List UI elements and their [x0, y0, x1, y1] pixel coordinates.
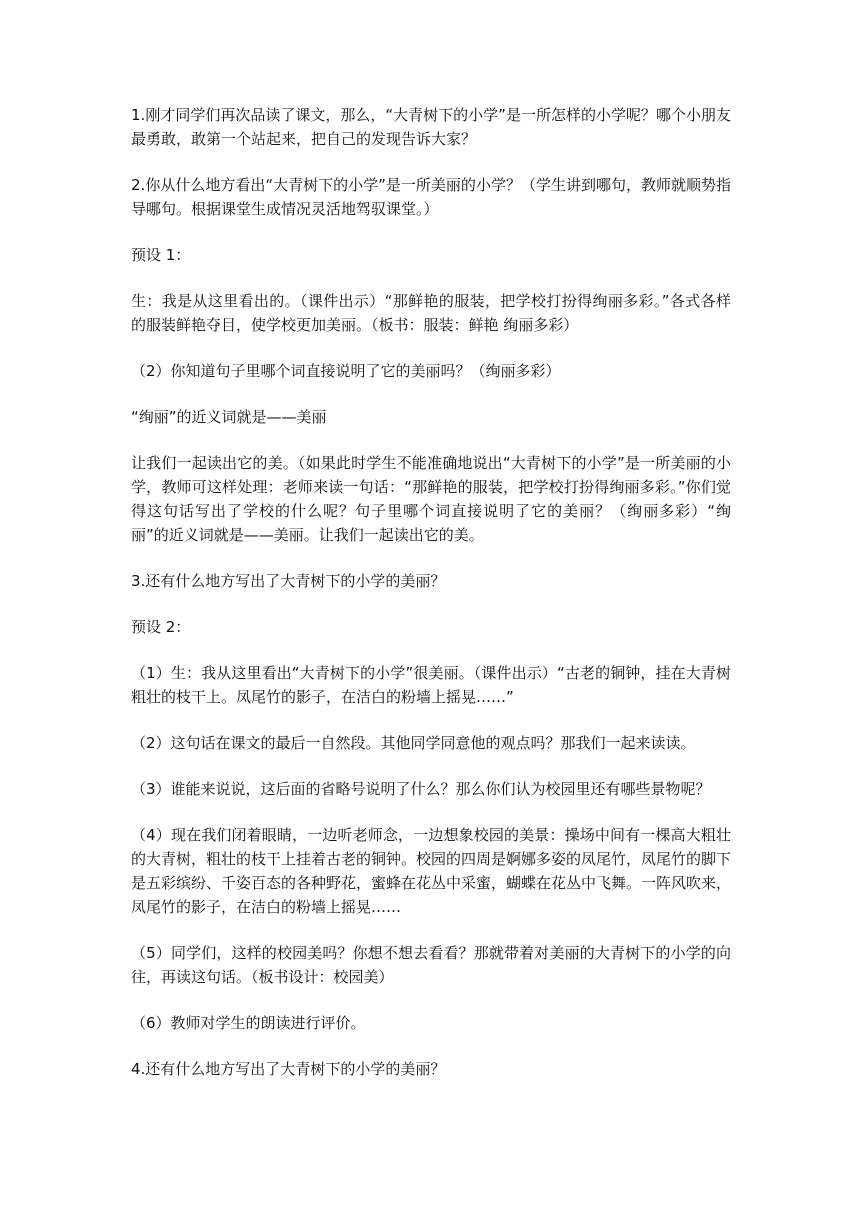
document-body — [131, 103, 731, 1103]
paragraph-item-4: （4）现在我们闭着眼睛，一边听老师念，一边想象校园的美景：操场中间有一棵高大粗壮的大青树，粗壮的枝干上挂着古老的铜钟。校园的四周是婀娜多姿的凤尾竹，凤尾竹的脚下是五彩缤纷、千姿百态的各种野花，蜜蜂在花丛中采蜜，蝴蝶在花丛中飞舞。一阵风吹来，凤尾竹的影子，在洁白的粉墙上摇晃…… — [131, 826, 732, 916]
paragraph-question-3: 3.还有什么地方写出了大青树下的小学的美丽？ — [131, 572, 446, 590]
paragraph-item-3: （3）谁能来说说，这后面的省略号说明了什么？那么你们认为校园里还有哪些景物呢？ — [131, 780, 711, 798]
paragraph-preset-2: 预设 2： — [131, 618, 191, 636]
paragraph-question-4: 4.还有什么地方写出了大青树下的小学的美丽？ — [131, 1060, 446, 1078]
paragraph-read-together: 让我们一起读出它的美。（如果此时学生不能准确地说出“大青树下的小学”是一所美丽的小学，教师可这样处理：老师来读一句话：“那鲜艳的服装，把学校打扮得绚丽多彩。”你们觉得这句话写出了学校的什么呢？句子里哪个词直接说明了它的美丽？（绚丽多彩）“绚丽”的近义词就是——美丽。让我们一起读出它的美。 — [131, 454, 731, 544]
paragraph-step-2: （2）你知道句子里哪个词直接说明了它的美丽吗？（绚丽多彩） — [131, 362, 561, 380]
paragraph-question-1: 1.刚才同学们再次品读了课文，那么，“大青树下的小学”是一所怎样的小学呢？哪个小朋友最勇敢，敢第一个站起来，把自己的发现告诉大家？ — [131, 106, 731, 148]
paragraph-item-6: （6）教师对学生的朗读进行评价。 — [131, 1014, 366, 1032]
paragraph-preset-1: 预设 1： — [131, 246, 191, 264]
paragraph-question-2: 2.你从什么地方看出“大青树下的小学”是一所美丽的小学？（学生讲到哪句，教师就顺势指导哪句。根据课堂生成情况灵活地驾驭课堂。） — [131, 176, 731, 218]
paragraph-synonym: “绚丽”的近义词就是——美丽 — [131, 408, 327, 426]
paragraph-item-2: （2）这句话在课文的最后一自然段。其他同学同意他的观点吗？那我们一起来读读。 — [131, 734, 696, 752]
paragraph-item-1: （1）生：我从这里看出“大青树下的小学”很美丽。（课件出示）“古老的铜钟，挂在大青树粗壮的枝干上。凤尾竹的影子，在洁白的粉墙上摇晃……” — [131, 664, 731, 706]
paragraph-item-5: （5）同学们，这样的校园美吗？你想不想去看看？那就带着对美丽的大青树下的小学的向往，再读这句话。（板书设计：校园美） — [131, 944, 731, 986]
paragraph-student-answer: 生：我是从这里看出的。（课件出示）“那鲜艳的服装，把学校打扮得绚丽多彩。”各式各样的服装鲜艳夺目，使学校更加美丽。（板书：服装：鲜艳 绚丽多彩） — [131, 292, 731, 334]
